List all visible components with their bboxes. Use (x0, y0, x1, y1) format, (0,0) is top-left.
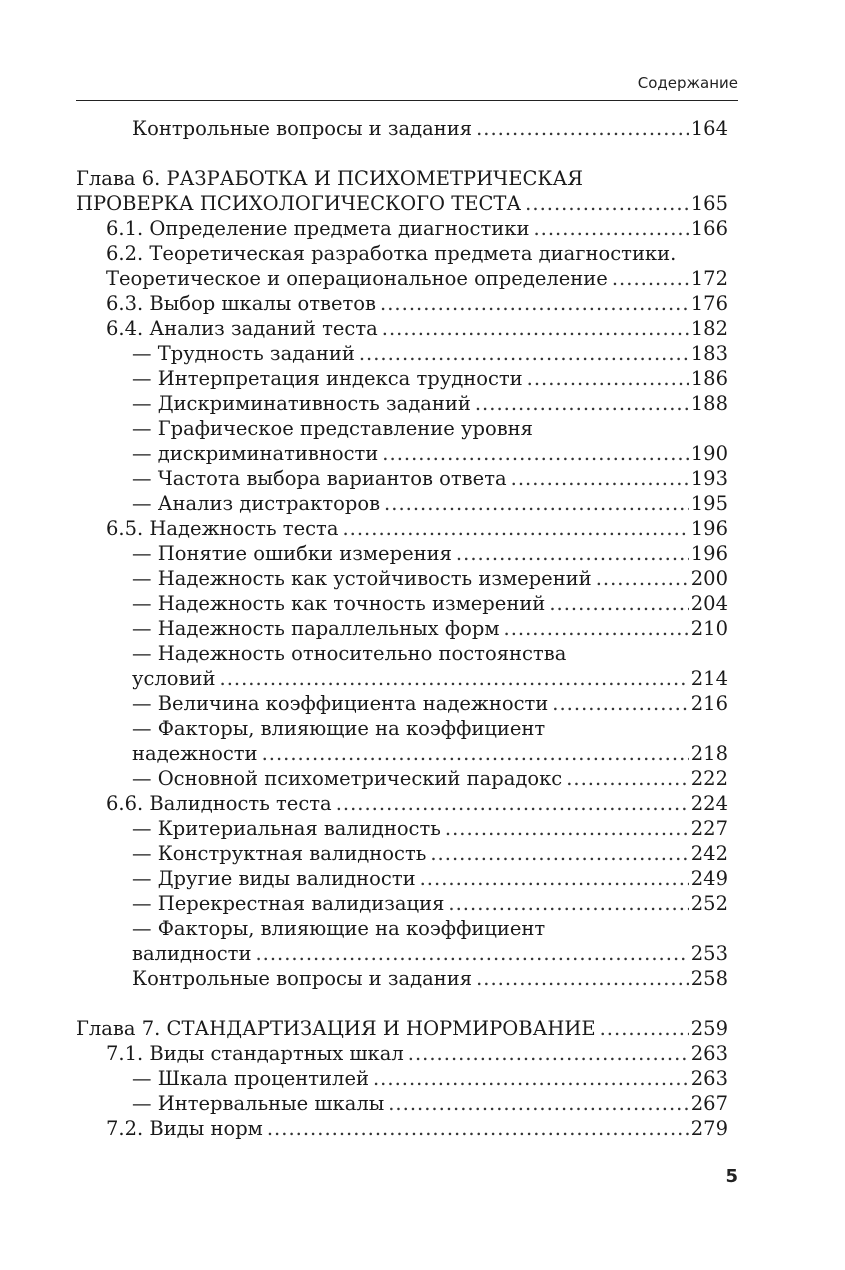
toc-entry-page: 200 (690, 567, 728, 590)
toc-entry-text: — Интерпретация индекса трудности (132, 367, 523, 390)
toc-entry-text: валидности (132, 942, 252, 965)
leader-dots (416, 866, 689, 891)
leader-dots (444, 891, 688, 916)
toc-entry-text: — Конструктная валидность (132, 842, 427, 865)
toc-entry[interactable] (76, 891, 728, 916)
leader-dots (338, 516, 688, 541)
toc-entry-text: — Основной психометрический парадокс (132, 767, 563, 790)
toc-entry-page: 210 (690, 617, 728, 640)
toc-entry[interactable] (76, 616, 728, 641)
leader-dots (384, 1091, 689, 1116)
toc-entry-page: 279 (690, 1117, 728, 1140)
leader-dots (258, 741, 689, 766)
toc-entry[interactable] (76, 266, 728, 291)
toc-entry-page: 259 (690, 1017, 728, 1040)
toc-entry-page: 186 (690, 367, 728, 390)
toc-entry-text: — Надежность параллельных форм (132, 617, 500, 640)
page-number: 5 (725, 1166, 738, 1187)
toc-entry-page: 195 (690, 492, 728, 515)
table-of-contents (76, 116, 728, 1141)
toc-entry[interactable] (76, 866, 728, 891)
toc-entry[interactable] (76, 741, 728, 766)
toc-entry-text: — Надежность относительно постоянства (132, 642, 567, 665)
toc-entry-text: 6.2. Теоретическая разработка предмета диагностики. (106, 242, 677, 265)
toc-entry-text: 6.6. Валидность теста (106, 792, 332, 815)
toc-entry[interactable] (76, 791, 728, 816)
leader-dots (471, 391, 689, 416)
leader-dots (380, 491, 689, 516)
toc-entry-page: 227 (690, 817, 728, 840)
chapter-entry[interactable] (76, 1016, 728, 1041)
toc-entry-text: надежности (132, 742, 258, 765)
toc-entry-text: — Понятие ошибки измерения (132, 542, 452, 565)
toc-entry[interactable] (76, 666, 728, 691)
leader-dots (369, 1066, 689, 1091)
toc-entry[interactable] (76, 491, 728, 516)
toc-entry-page: 196 (690, 517, 728, 540)
toc-entry-page: 258 (690, 967, 728, 990)
toc-entry-page: 263 (690, 1067, 728, 1090)
toc-entry-text: 6.4. Анализ заданий теста (106, 317, 378, 340)
toc-entry-text: — Анализ дистракторов (132, 492, 381, 515)
toc-entry[interactable] (76, 916, 728, 941)
toc-entry-page: 263 (690, 1042, 728, 1065)
chapter-title-line1: Глава 6. РАЗРАБОТКА И ПСИХОМЕТРИЧЕСКАЯ (76, 167, 584, 190)
toc-entry[interactable] (76, 416, 728, 441)
chapter-title[interactable] (76, 166, 728, 191)
leader-dots (592, 566, 689, 591)
leader-dots (562, 766, 689, 791)
leader-dots (426, 841, 688, 866)
toc-entry[interactable] (76, 1066, 728, 1091)
leader-dots (545, 591, 688, 616)
toc-entry-text: 7.1. Виды стандартных шкал (106, 1042, 404, 1065)
running-header (76, 72, 738, 101)
leader-dots (529, 216, 688, 241)
toc-entry-text: — Перекрестная валидизация (132, 892, 445, 915)
toc-entry-text: — Факторы, влияющие на коэффициент (132, 917, 546, 940)
leader-dots (472, 966, 689, 991)
toc-entry-page: 164 (690, 117, 728, 140)
chapter-entry[interactable] (76, 191, 728, 216)
toc-entry-page: 216 (690, 692, 728, 715)
leader-dots (507, 466, 689, 491)
toc-entry-page: 166 (690, 217, 728, 240)
toc-entry[interactable] (76, 116, 728, 141)
toc-entry-page: 204 (690, 592, 728, 615)
toc-entry-page: 267 (690, 1092, 728, 1115)
toc-entry-text: — Надежность как устойчивость измерений (132, 567, 592, 590)
leader-dots (355, 341, 689, 366)
toc-entry[interactable] (76, 241, 728, 266)
toc-entry-text: — Дискриминативность заданий (132, 392, 471, 415)
toc-entry-page: 172 (690, 267, 728, 290)
toc-entry-text: — Факторы, влияющие на коэффициент (132, 717, 546, 740)
toc-entry-text: Контрольные вопросы и задания (132, 117, 473, 140)
toc-entry-page: 183 (690, 342, 728, 365)
leader-dots (500, 616, 689, 641)
toc-entry-page: 193 (690, 467, 728, 490)
chapter-title: Глава 7. СТАНДАРТИЗАЦИЯ И НОРМИРОВАНИЕ (76, 1017, 596, 1040)
toc-entry[interactable] (76, 941, 728, 966)
leader-dots (376, 291, 689, 316)
leader-dots (441, 816, 689, 841)
toc-entry-page: 165 (690, 192, 728, 215)
leader-dots (523, 366, 689, 391)
toc-entry-text: 6.3. Выбор шкалы ответов (106, 292, 377, 315)
leader-dots (521, 191, 689, 216)
toc-entry-text: — Частота выбора вариантов ответа (132, 467, 507, 490)
toc-entry-text: — Другие виды валидности (132, 867, 416, 890)
toc-entry-text: Контрольные вопросы и задания (132, 967, 473, 990)
toc-entry-page: 242 (690, 842, 728, 865)
toc-entry[interactable] (76, 441, 728, 466)
spacer (76, 991, 728, 1016)
toc-entry[interactable] (76, 841, 728, 866)
chapter-title-line2: ПРОВЕРКА ПСИХОЛОГИЧЕСКОГО ТЕСТА (76, 192, 522, 215)
toc-entry-text: 6.5. Надежность теста (106, 517, 339, 540)
toc-entry-page: 224 (690, 792, 728, 815)
leader-dots (548, 691, 688, 716)
toc-entry[interactable] (76, 366, 728, 391)
toc-entry[interactable] (76, 591, 728, 616)
toc-entry[interactable] (76, 391, 728, 416)
toc-entry[interactable] (76, 316, 728, 341)
leader-dots (263, 1116, 689, 1141)
toc-entry-page: 222 (690, 767, 728, 790)
toc-entry-page: 176 (690, 292, 728, 315)
toc-entry[interactable] (76, 1041, 728, 1066)
toc-entry[interactable] (76, 541, 728, 566)
leader-dots (378, 316, 689, 341)
toc-entry-text: Теоретическое и операциональное определение (106, 267, 608, 290)
leader-dots (472, 116, 689, 141)
toc-entry-text: — Графическое представление уровня (132, 417, 533, 440)
toc-entry-page: 218 (690, 742, 728, 765)
toc-entry[interactable] (76, 641, 728, 666)
toc-entry[interactable] (76, 216, 728, 241)
spacer (76, 141, 728, 166)
toc-entry-page: 190 (690, 442, 728, 465)
toc-entry[interactable] (76, 466, 728, 491)
toc-entry-text: 6.1. Определение предмета диагностики (106, 217, 530, 240)
leader-dots (251, 941, 688, 966)
toc-entry-page: 253 (690, 942, 728, 965)
toc-entry-text: — Шкала процентилей (132, 1067, 369, 1090)
leader-dots (216, 666, 689, 691)
toc-entry-text: условий (132, 667, 216, 690)
leader-dots (378, 441, 688, 466)
leader-dots (332, 791, 689, 816)
toc-entry[interactable] (76, 1091, 728, 1116)
toc-entry-page: 188 (690, 392, 728, 415)
leader-dots (452, 541, 689, 566)
toc-entry-text: — Величина коэффициента надежности (132, 692, 549, 715)
toc-entry[interactable] (76, 766, 728, 791)
leader-dots (596, 1016, 689, 1041)
toc-entry-text: — Интервальные шкалы (132, 1092, 385, 1115)
toc-entry-text: — Критериальная валидность (132, 817, 441, 840)
leader-dots (608, 266, 689, 291)
toc-entry-text: — Трудность заданий (132, 342, 355, 365)
toc-entry[interactable] (76, 291, 728, 316)
toc-entry[interactable] (76, 566, 728, 591)
toc-entry-page: 249 (690, 867, 728, 890)
toc-entry-text: 7.2. Виды норм (106, 1117, 263, 1140)
toc-entry[interactable] (76, 966, 728, 991)
toc-entry-text: — дискриминативности (132, 442, 379, 465)
toc-entry-page: 196 (690, 542, 728, 565)
toc-entry[interactable] (76, 691, 728, 716)
toc-entry[interactable] (76, 716, 728, 741)
toc-entry[interactable] (76, 1116, 728, 1141)
toc-entry[interactable] (76, 516, 728, 541)
toc-entry-page: 252 (690, 892, 728, 915)
toc-entry[interactable] (76, 816, 728, 841)
header-title: Содержание (637, 74, 738, 92)
toc-entry-text: — Надежность как точность измерений (132, 592, 546, 615)
toc-entry[interactable] (76, 341, 728, 366)
leader-dots (404, 1041, 689, 1066)
toc-entry-page: 182 (690, 317, 728, 340)
toc-entry-page: 214 (690, 667, 728, 690)
